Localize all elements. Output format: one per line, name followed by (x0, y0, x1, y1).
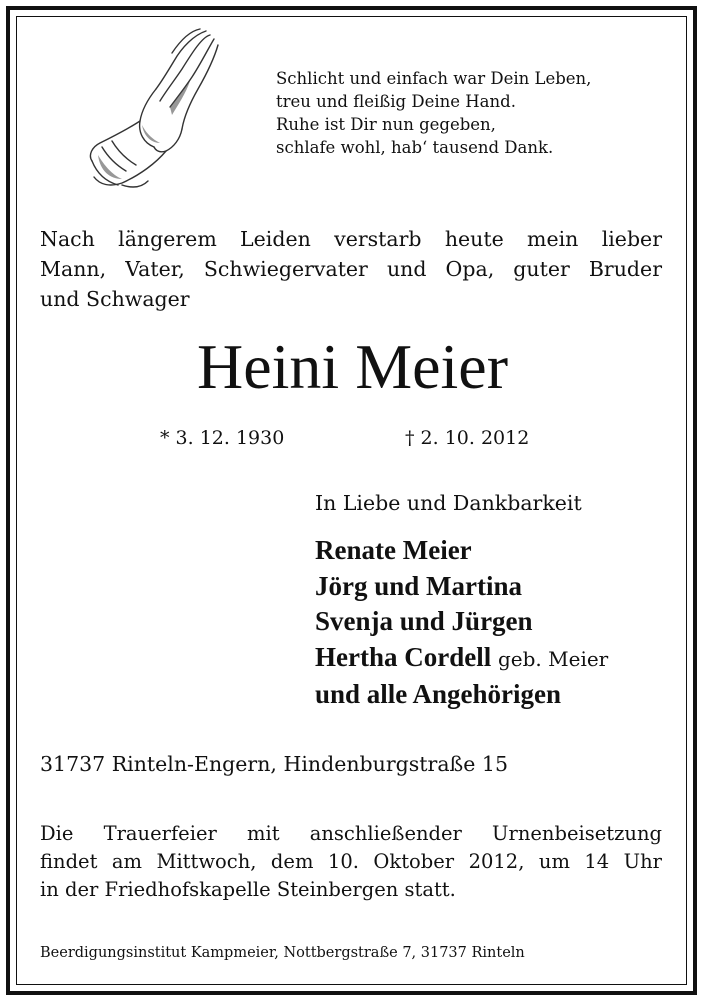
death-date: † 2. 10. 2012 (405, 427, 530, 449)
poem-line: treu und fleißig Deine Hand. (276, 92, 516, 111)
praying-hands-icon (82, 25, 232, 195)
poem-line: Schlicht und einfach war Dein Leben, (276, 69, 592, 88)
mourner-entry (315, 640, 608, 678)
deceased-name: Heini Meier (197, 331, 508, 402)
service-line: Die Trauerfeier mit anschließender Urnenbeisetzung (40, 822, 662, 845)
mourner-name: und alle Angehörigen (315, 679, 562, 709)
announcement-text (40, 224, 662, 314)
poem-line: schlafe wohl, hab‘ tausend Dank. (276, 138, 554, 157)
announcement-line: Mann, Vater, Schwiegervater und Opa, guter Bruder (40, 257, 662, 281)
service-info (40, 820, 662, 904)
service-line: in der Friedhofskapelle Steinbergen statt. (40, 878, 456, 901)
mourners-intro: In Liebe und Dankbarkeit (315, 491, 582, 515)
mourner-name: Svenja und Jürgen (315, 606, 533, 636)
announcement-line: Nach längerem Leiden verstarb heute mein lieber (40, 227, 662, 251)
service-line: findet am Mittwoch, dem 10. Oktober 2012, um 14 Uhr (40, 850, 662, 873)
funeral-home: Beerdigungsinstitut Kampmeier, Nottbergstraße 7, 31737 Rinteln (40, 945, 525, 961)
announcement-line: und Schwager (40, 287, 190, 311)
poem (276, 67, 591, 159)
maiden-name-note: geb. Meier (497, 646, 609, 671)
family-address: 31737 Rinteln-Engern, Hindenburgstraße 15 (40, 752, 508, 776)
mourner-name: Jörg und Martina (315, 570, 523, 601)
mourners-list (315, 533, 608, 713)
mourner-name: Hertha Cordell (315, 641, 492, 672)
birth-date: * 3. 12. 1930 (160, 427, 285, 449)
mourner-name: Renate Meier (315, 535, 472, 565)
poem-line: Ruhe ist Dir nun gegeben, (276, 115, 496, 134)
